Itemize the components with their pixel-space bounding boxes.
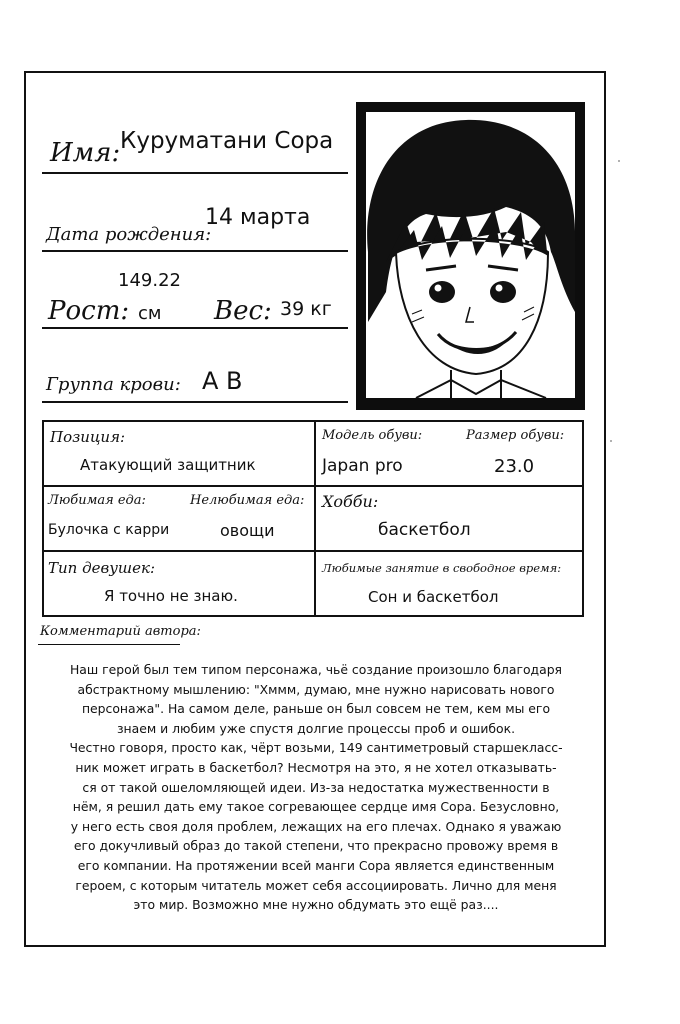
name-value: Куруматани Сора	[120, 128, 334, 154]
girl-type-value: Я точно не знаю.	[104, 587, 238, 605]
height-unit: см	[138, 303, 162, 324]
comment-line: знаем и любим уже спустя долгие процессы проб и ошибок.	[116, 720, 516, 736]
comment-line: Наш герой был тем типом персонажа, чьё создание произошло благодаря	[69, 662, 563, 677]
name-underline	[42, 172, 348, 174]
birthday-label: Дата рождения:	[46, 224, 212, 245]
shoe-size-label: Размер обуви:	[466, 428, 565, 443]
comment-line: героем, с которым читатель может себя ассоциировать. Лично для меня	[75, 877, 557, 893]
birthday-underline	[42, 250, 348, 252]
table-divider-row2	[42, 550, 584, 552]
blood-label: Группа крови:	[46, 374, 181, 395]
free-time-value: Сон и баскетбол	[368, 588, 499, 606]
height-value: 149.22	[118, 270, 181, 291]
comment-line: это мир. Возможно мне нужно обдумать это ещё раз....	[133, 897, 499, 913]
character-portrait	[356, 102, 585, 410]
shoe-model-label: Модель обуви:	[322, 428, 423, 443]
disliked-food-label: Нелюбимая еда:	[190, 493, 305, 508]
fav-food-label: Любимая еда:	[48, 493, 146, 508]
hobby-label: Хобби:	[322, 492, 379, 511]
table-divider-row1	[42, 485, 584, 487]
free-time-label: Любимые занятие в свободное время:	[322, 561, 562, 575]
comment-line: у него есть своя доля проблем, лежащих на его плечах. Однако я уважаю	[70, 818, 562, 834]
scan-speck	[618, 160, 620, 162]
shoe-size-value: 23.0	[494, 456, 535, 477]
fav-food-value: Булочка с карри	[48, 522, 170, 538]
girl-type-label: Тип девушек:	[48, 559, 156, 577]
table-divider-vertical	[314, 420, 316, 617]
comment-title: Комментарий автора:	[40, 624, 201, 639]
comment-line: его компании. На протяжении всей манги Сора является единственным	[77, 857, 555, 873]
birthday-value: 14 марта	[205, 205, 311, 230]
weight-value: 39 кг	[280, 298, 332, 320]
disliked-food-value: овощи	[220, 521, 275, 540]
comment-line: нём, я решил дать ему такое согревающее сердце имя Сора. Безусловно,	[72, 799, 560, 815]
comment-line: его докучливый образ до такой степени, что прекрасно провожу время в	[73, 838, 559, 854]
comment-line: ся от такой ошеломляющей идеи. Из-за недостатка мужественности в	[82, 779, 550, 795]
height-label: Рост:	[48, 296, 130, 326]
weight-label: Вес:	[214, 296, 272, 326]
comment-line: Честно говоря, просто как, чёрт возьми, 149 сантиметровый старшекласс-	[69, 740, 563, 756]
portrait-drawing	[356, 102, 585, 410]
comment-line: абстрактному мышлению: "Хммм, думаю, мне нужно нарисовать нового	[77, 681, 555, 697]
hobby-value: баскетбол	[378, 520, 471, 540]
position-label: Позиция:	[50, 428, 126, 446]
blood-underline	[42, 401, 348, 403]
position-value: Атакующий защитник	[80, 456, 256, 474]
blood-value: A B	[202, 367, 243, 395]
author-comment	[42, 660, 590, 915]
shoe-model-value: Japan pro	[322, 456, 403, 476]
comment-title-underline	[38, 644, 180, 645]
comment-line: ник может играть в баскетбол? Несмотря на это, я не хотел отказывать-	[75, 759, 557, 775]
scan-speck	[610, 440, 612, 442]
comment-line: персонажа". На самом деле, раньше он был совсем не тем, кем мы его	[81, 701, 551, 717]
name-label: Имя:	[50, 138, 121, 168]
height-weight-underline	[42, 327, 348, 329]
